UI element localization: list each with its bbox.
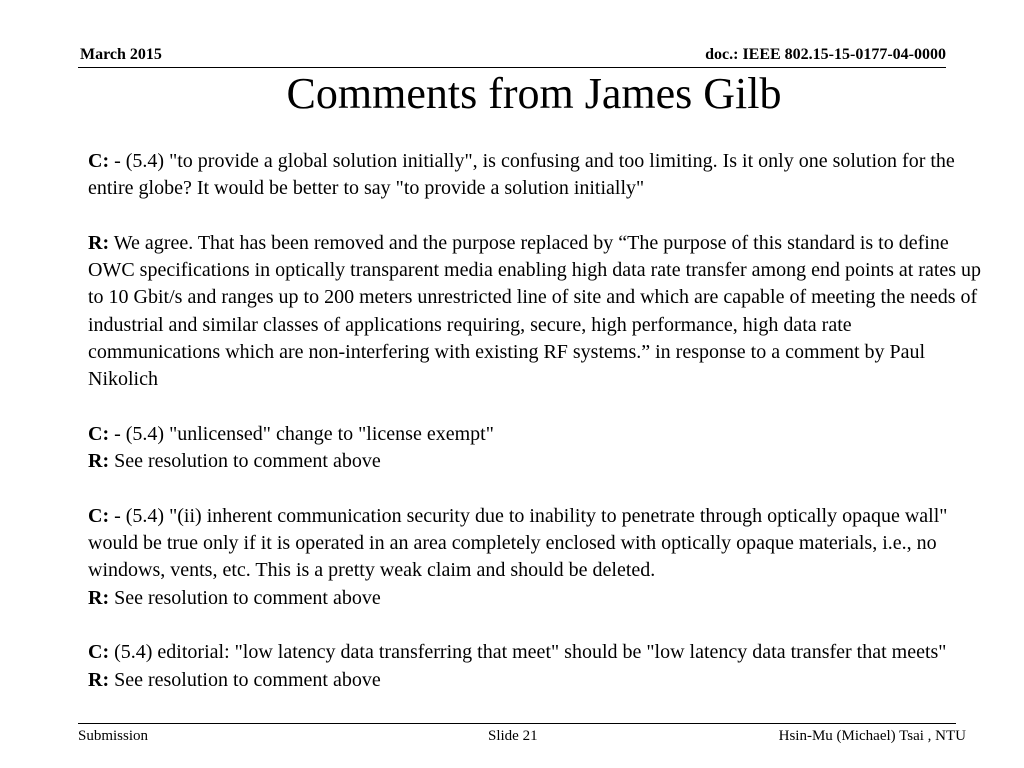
header-doc-id: doc.: IEEE 802.15-15-0177-04-0000 [705, 46, 946, 63]
comment-label: C: [88, 641, 110, 664]
comment-text: - (5.4) "(ii) inherent communication security due to inability to penetrate through optically opaque wall" would be true only if it is operated in an area completely enclosed with optically opaque materials, i.e., no windows, vents, etc. This is a pretty weak claim and should be deleted. [88, 504, 948, 582]
response-label: R: [88, 668, 110, 691]
comment-label: C: [88, 422, 110, 445]
response-3 [88, 585, 988, 612]
response-label: R: [88, 586, 110, 609]
slide-title: Comments from James Gilb [286, 69, 782, 118]
response-1 [88, 230, 988, 394]
comment-1 [88, 148, 988, 203]
response-text: See resolution to comment above [109, 586, 381, 609]
response-label: R: [88, 450, 110, 473]
comment-2 [88, 421, 988, 448]
comment-text: (5.4) editorial: "low latency data transferring that meet" should be "low latency data transfer that meets" [109, 641, 947, 664]
response-text: See resolution to comment above [109, 450, 381, 473]
footer-slide-number: Slide 21 [488, 728, 538, 744]
comment-label: C: [88, 504, 110, 527]
comment-text: - (5.4) "to provide a global solution initially", is confusing and too limiting. Is it only one solution for the entire globe? It would be better to say "to provide a solution initially" [88, 150, 955, 200]
slide-body [88, 148, 988, 694]
response-text: See resolution to comment above [109, 668, 381, 691]
comment-label: C: [88, 150, 110, 172]
response-2 [88, 448, 988, 475]
footer-author: Hsin-Mu (Michael) Tsai , NTU [778, 728, 966, 744]
response-text: We agree. That has been removed and the purpose replaced by “The purpose of this standard is to define OWC specifications in optically transparent media enabling high data rate transfer among end points at rates up to 10 Gbit/s and ranges up to 200 meters unrestricted line of site and which are capable of meeting the needs of industrial and similar classes of applications requiring, secure, high performance, high data rate communications which are non-interfering with existing RF systems.” in response to a comment by Paul Nikolich [88, 231, 982, 391]
footer-submission: Submission [78, 728, 149, 744]
header-date: March 2015 [80, 46, 162, 63]
footer-divider [78, 723, 956, 724]
comment-3 [88, 503, 988, 585]
comment-4 [88, 639, 988, 666]
response-label: R: [88, 231, 110, 254]
comment-text: - (5.4) "unlicensed" change to "license exempt" [109, 422, 494, 445]
response-4 [88, 667, 988, 694]
